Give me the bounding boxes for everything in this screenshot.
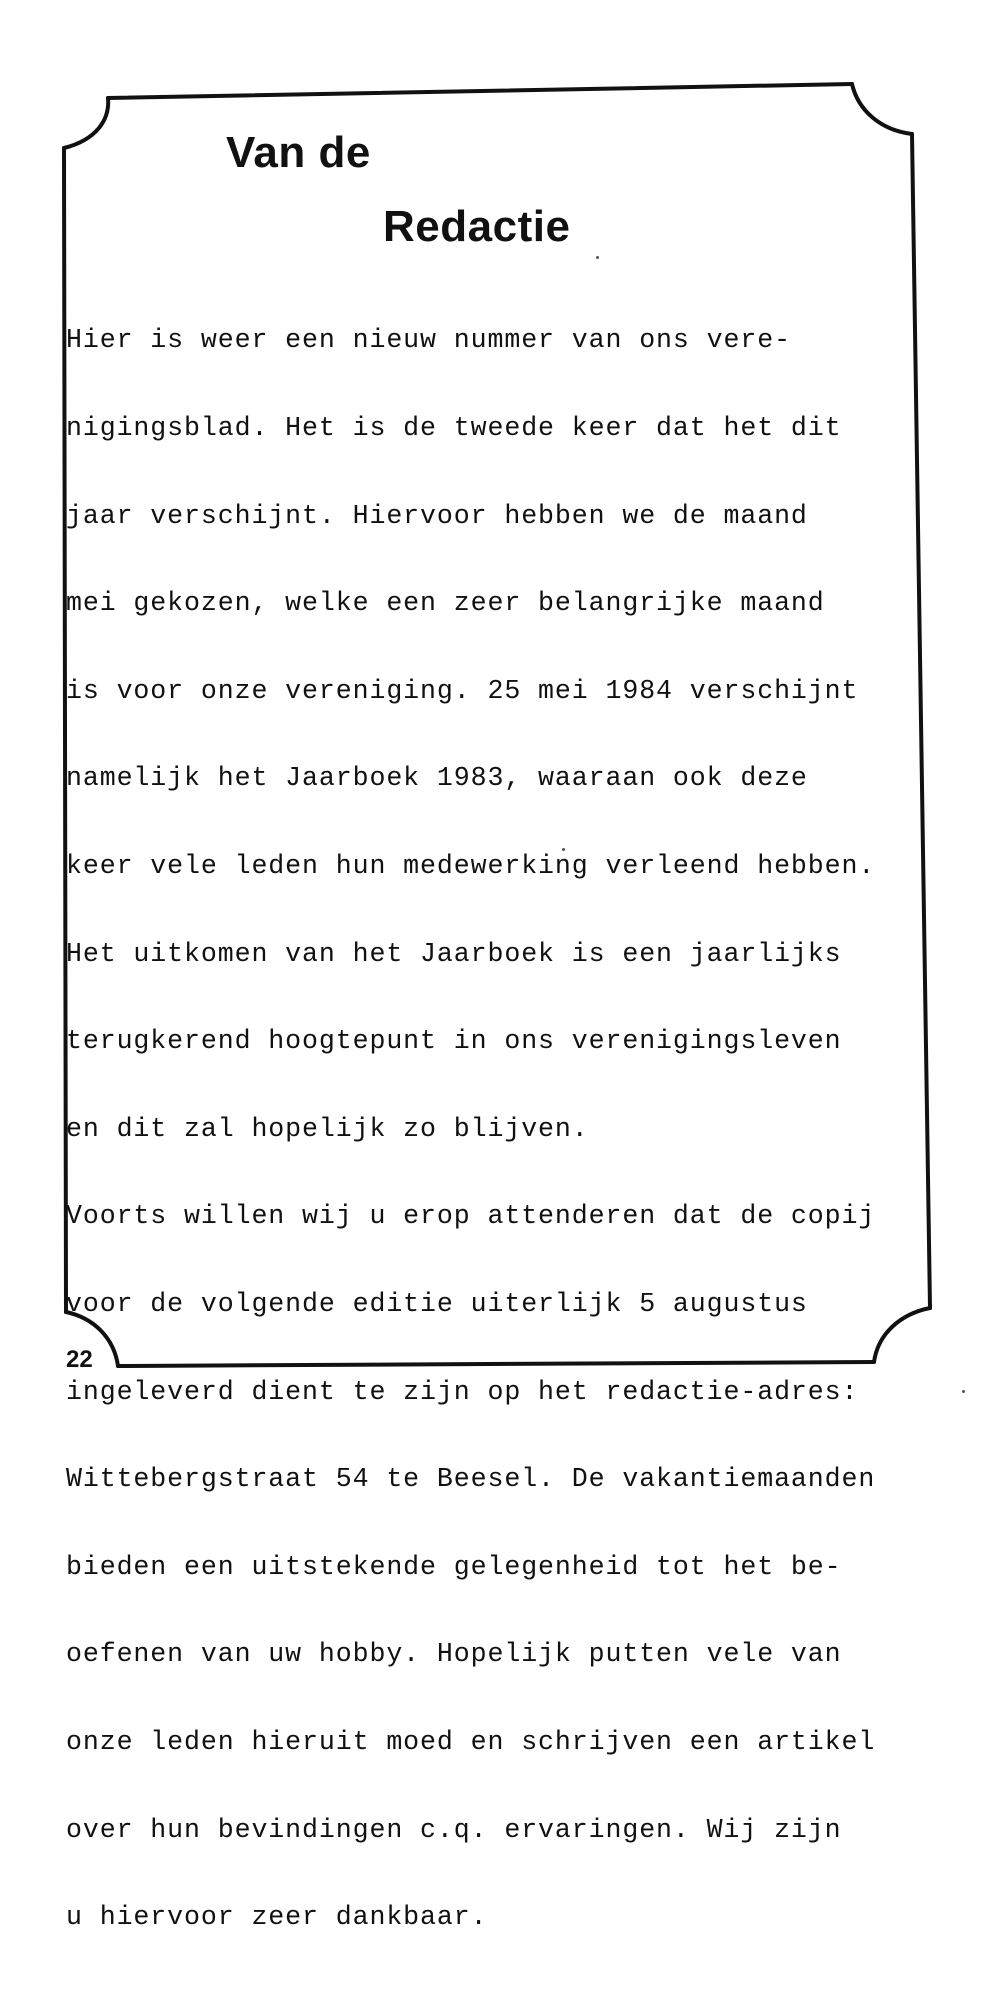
body-line: voor de volgende editie uiterlijk 5 augustus [66,1288,808,1319]
page-number: 22 [66,1346,93,1373]
scan-speck [596,256,599,259]
body-line: mei gekozen, welke een zeer belangrijke maand [66,588,825,619]
body-line: Wittebergstraat 54 te Beesel. De vakantiemaanden [66,1464,876,1495]
body-line: nigingsblad. Het is de tweede keer dat het dit [66,413,842,443]
scan-speck [562,848,565,851]
body-line: jaar verschijnt. Hiervoor hebben we de maand [66,500,808,531]
body-line: is voor onze vereniging. 25 mei 1984 verschijnt [66,675,859,706]
body-line: bieden een uitstekende gelegenheid tot het be- [66,1551,842,1582]
scan-speck [962,1390,965,1393]
body-line: namelijk het Jaarboek 1983, waaraan ook deze [66,763,808,794]
body-line: ingeleverd dient te zijn op het redactie-adres: [66,1376,859,1407]
body-line: over hun bevindingen c.q. ervaringen. Wij zijn [66,1814,842,1845]
article-body [66,268,926,1991]
body-line: en dit zal hopelijk zo blijven. [66,1113,589,1144]
body-line: onze leden hieruit moed en schrijven een artikel [66,1726,876,1757]
heading-line-1: Van de [226,128,371,177]
body-line: keer vele leden hun medewerking verleend hebben. [66,850,876,881]
body-line: Hier is weer een nieuw nummer van ons vere- [66,325,791,356]
body-line: u hiervoor zeer dankbaar. [66,1902,488,1933]
heading-line-2: Redactie [383,202,571,251]
body-line: Voorts willen wij u erop attenderen dat de copij [66,1201,876,1232]
body-line: Het uitkomen van het Jaarboek is een jaarlijks [66,938,842,969]
body-line: terugkerend hoogtepunt in ons verenigingsleven [66,1026,842,1057]
body-line: oefenen van uw hobby. Hopelijk putten vele van [66,1639,842,1670]
